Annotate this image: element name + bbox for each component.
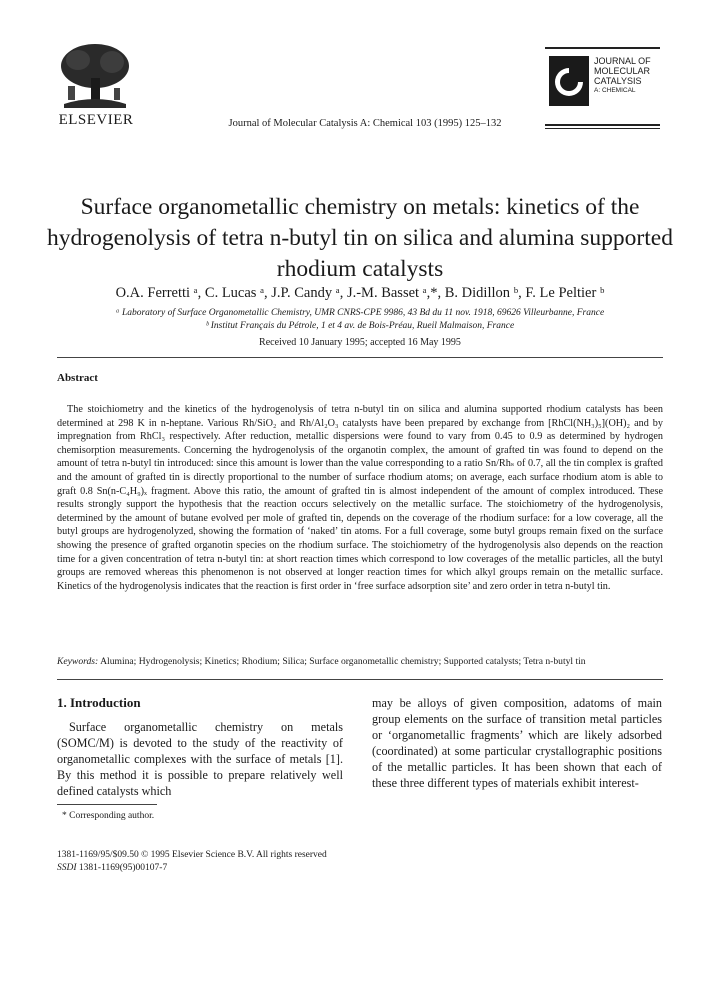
- journal-logo-text: [594, 56, 651, 96]
- journal-logo-line-1: JOURNAL OF: [594, 56, 651, 66]
- received-dates: Received 10 January 1995; accepted 16 May 1995: [259, 337, 461, 348]
- journal-logo-rule-top: [545, 47, 660, 49]
- author-list: O.A. Ferretti ᵃ, C. Lucas ᵃ, J.P. Candy ᵃ, J.-M. Basset ᵃ,*, B. Didillon ᵇ, F. Le Peltier ᵇ: [115, 285, 605, 301]
- abstract-body: The stoichiometry and the kinetics of the hydrogenolysis of tetra n-butyl tin on silica and alumina supported rhodium catalysts has been determined at 298 K in n-heptane. Various Rh/SiO₂ and Rh/Al₂O₃ catalysts have been prepared by exchange from [RhCl(NH₃)₅](OH)₂ and by impregnation from RhCl₃ respectively. After reduction, metallic dispersions were found to vary from 0.45 to 0.9 as determined by hydrogen chemisorption measurements. Concerning the hydrogenolysis of the organotin complex, the amount of grafted tin was found to depend on the amount of tetra n-butyl tin introduced: since this amount is lower than the value corresponding to a ratio Sn/Rhₛ of 0.7, all the tin complex is grafted and the amount of grafted tin is directly proportional to the number of surface rhodium atoms; on average, each surface rhodium atom is able to graft 0.8 Sn(n-C₄H₉)ₓ fragment. Above this ratio, the amount of grafted tin is almost independent of the amount of complex introduced. These results strongly support the hypothesis that the reaction occurs selectively on the metallic surface. The stoichiometry of the hydrogenolysis, determined by the amount of butane evolved per mole of grafted tin, depends on the coverage of the rhodium surface: for a low coverage, all the butyl groups are hydrogenolyzed, showing the formation of ‘naked’ tin atoms. For a full coverage, some butyl groups remain fixed on the surface showing the presence of grafted organotin species on the rhodium surface. The stoichiometry of the hydrogenolysis also depends on the reaction time for a given concentration of tetra n-butyl tin: at short reaction times which correspond to low coverages of the metallic particles, all the butyl groups are removed whereas this phenomenon is not observed at longer reaction times for which alkyl groups remain on the metallic surface. Kinetics of the hydrogenolysis indicates that the reaction is first order in ‘free surface adsorption site’ and zero order in tetra n-butyl tin.: [57, 404, 663, 592]
- keywords: [57, 656, 663, 667]
- journal-logo-line-2: MOLECULAR: [594, 66, 651, 76]
- publisher-name: ELSEVIER: [58, 112, 134, 128]
- article-title: Surface organometallic chemistry on metals: kinetics of the hydrogenolysis of tetra n-butyl tin on silica and alumina supported rhodium catalysts: [47, 194, 673, 282]
- copyright-line: 1381-1169/95/$09.50 © 1995 Elsevier Science B.V. All rights reserved: [57, 850, 327, 860]
- body-column-right: may be alloys of given composition, adatoms of main group elements on the surface of transition metal particles or ‘organometallic fragments’ which are likely adsorbed (coordinated) at some particular crystallographic positions of the metallic particles. It has been shown that each of these three different types of materials exhibit interest-: [372, 696, 662, 790]
- journal-logo-icon: [549, 56, 589, 106]
- elsevier-tree-logo: [54, 42, 136, 112]
- keywords-label: Keywords:: [57, 656, 99, 667]
- divider-top: [57, 357, 663, 358]
- journal-citation: Journal of Molecular Catalysis A: Chemical 103 (1995) 125–132: [228, 118, 502, 129]
- abstract-heading: Abstract: [57, 372, 98, 384]
- footnote-corresponding-author: * Corresponding author.: [62, 811, 155, 821]
- keywords-list: Alumina; Hydrogenolysis; Kinetics; Rhodium; Silica; Surface organometallic chemistry; Supported catalysts; Tetra n-butyl tin: [100, 656, 586, 667]
- ssdi-line: [57, 862, 327, 875]
- footnote-rule: [57, 804, 157, 805]
- journal-logo-rule-bottom: [545, 124, 660, 126]
- copyright-block: [57, 849, 327, 875]
- journal-logo-rule-bottom-thin: [545, 128, 660, 129]
- affiliation-a: ᵃ Laboratory of Surface Organometallic Chemistry, UMR CNRS-CPE 9986, 43 Bd du 11 nov. 1918, 69626 Villeurbanne, France: [115, 308, 605, 318]
- divider-bottom: [57, 679, 663, 680]
- journal-logo-subtitle: A: CHEMICAL: [594, 87, 636, 94]
- body-column-left: Surface organometallic chemistry on metals (SOMC/M) is devoted to the study of the reactivity of organometallic complexes with the surface of metals [1]. By this method it is possible to prepare relatively well defined catalysts which: [57, 720, 343, 798]
- affiliation-b: ᵇ Institut Français du Pétrole, 1 et 4 av. de Bois-Préau, Rueil Malmaison, France: [205, 321, 515, 331]
- ssdi-label: SSDI: [57, 863, 77, 873]
- ssdi-value: 1381-1169(95)00107-7: [78, 863, 168, 873]
- section-heading-introduction: 1. Introduction: [57, 695, 141, 710]
- journal-logo-line-3: CATALYSIS: [594, 76, 642, 86]
